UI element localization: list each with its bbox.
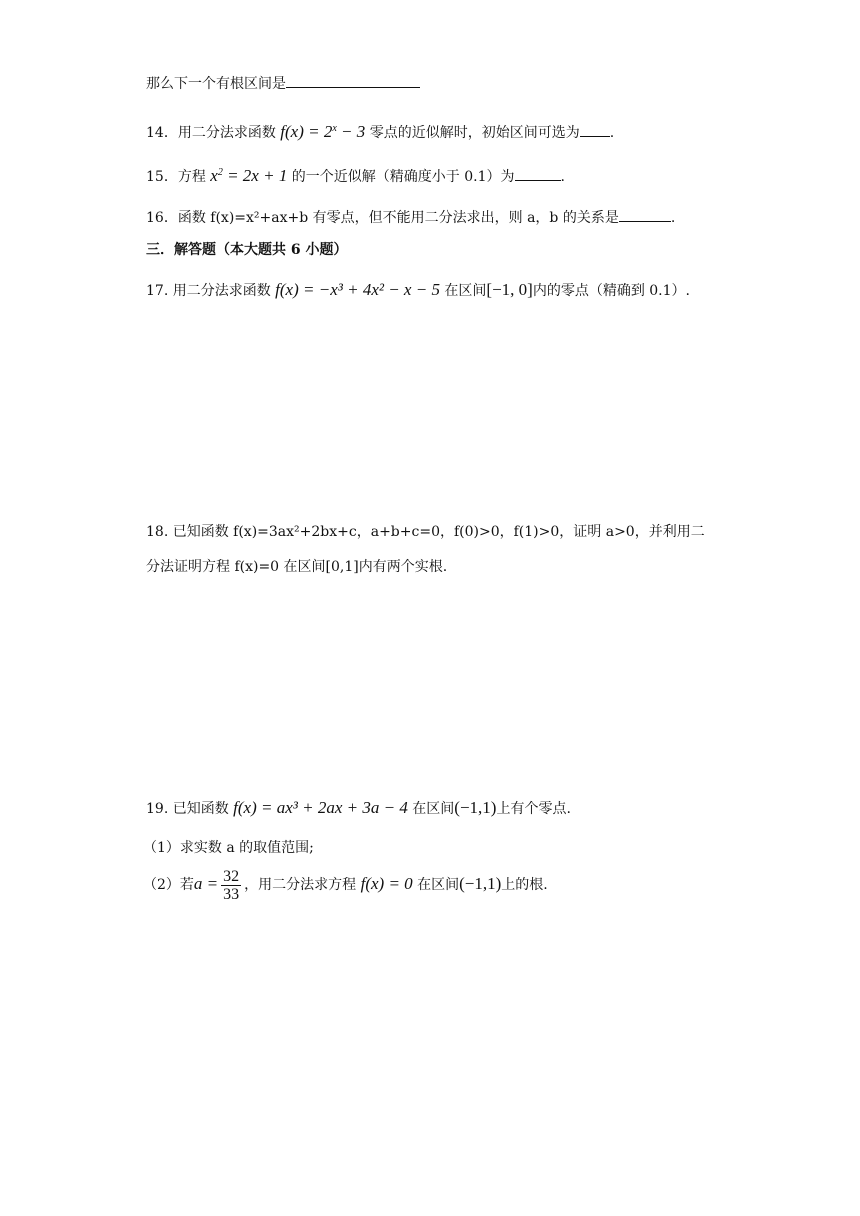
part-text: 在区间: [417, 877, 460, 893]
question-text: 的一个近似解（精确度小于 0.1）为: [291, 169, 515, 185]
question-text: 用二分法求函数: [172, 283, 271, 299]
question-16: 16．函数 f(x)=x²+ax+b 有零点，但不能用二分法求出，则 a，b 的关系是 .: [146, 207, 675, 228]
function-expression: f(x) = −x³ + 4x² − x − 5: [275, 280, 440, 299]
question-text: 内的零点（精确到 0.1）.: [532, 283, 690, 299]
question-17: [146, 280, 690, 301]
question-text: 用二分法求函数: [177, 125, 276, 141]
interval: [−1, 0]: [486, 280, 533, 299]
question-number: 17.: [146, 283, 169, 299]
question-18-line-1: [146, 522, 705, 542]
function-expression: $f(x) = 2^x - 3$: [280, 122, 366, 141]
part-text: ，用二分法求方程: [244, 877, 357, 893]
question-text: 上有个零点.: [496, 801, 571, 817]
answer-blank: [619, 207, 671, 222]
question-number: 14．: [146, 125, 178, 141]
question-19: [146, 798, 571, 819]
equation-expression: $x^2 = 2x + 1$: [210, 166, 288, 185]
question-18-line-2: 分法证明方程 f(x)=0 在区间[0,1]内有两个实根.: [146, 559, 448, 575]
continuation-line: [146, 73, 420, 94]
answer-blank: [515, 166, 561, 181]
part-text: 上的根.: [501, 877, 548, 893]
question-19-part-1: （1）求实数 a 的取值范围;: [143, 840, 314, 856]
question-19-part-2: [143, 866, 548, 903]
question-text: 方程: [177, 169, 206, 185]
section-heading: 三．解答题（本大题共 6 小题）: [146, 242, 348, 258]
equation-expression: f(x) = 0: [360, 874, 413, 893]
continuation-text: 那么下一个有根区间是: [146, 76, 286, 92]
question-number: 18.: [146, 524, 169, 540]
question-text: 函数 f(x)=x²+ax+b 有零点，但不能用二分法求出，则 a，b 的关系是: [177, 210, 619, 226]
question-number: 19.: [146, 801, 169, 817]
question-15: 15．方程 $x^2 = 2x + 1$ 的一个近似解（精确度小于 0.1）为 .: [146, 166, 565, 185]
question-text: 已知函数: [172, 801, 229, 817]
question-text: 在区间: [444, 283, 487, 299]
interval: (−1,1): [459, 874, 502, 893]
question-text: 零点的近似解时，初始区间可选为: [369, 125, 580, 141]
fraction: [221, 868, 241, 903]
question-number: 16．: [146, 210, 178, 226]
part-text: （2）若: [143, 877, 194, 893]
fraction-denominator: 33: [223, 885, 240, 903]
answer-blank: [580, 122, 610, 137]
question-text: 已知函数 f(x)=3ax²+2bx+c，a+b+c=0，f(0)>0，f(1)>0，证明 a>0，并利用二: [172, 524, 705, 540]
interval: (−1,1): [454, 798, 497, 817]
answer-blank: [286, 73, 420, 88]
question-number: 15．: [146, 169, 178, 185]
question-text: 在区间: [412, 801, 455, 817]
fraction-numerator: 32: [223, 867, 240, 885]
function-expression: f(x) = ax³ + 2ax + 3a − 4: [233, 798, 408, 817]
variable: a =: [193, 874, 219, 893]
question-14: 14．用二分法求函数 $f(x) = 2^x - 3$ 零点的近似解时，初始区间可选为 .: [146, 122, 615, 141]
